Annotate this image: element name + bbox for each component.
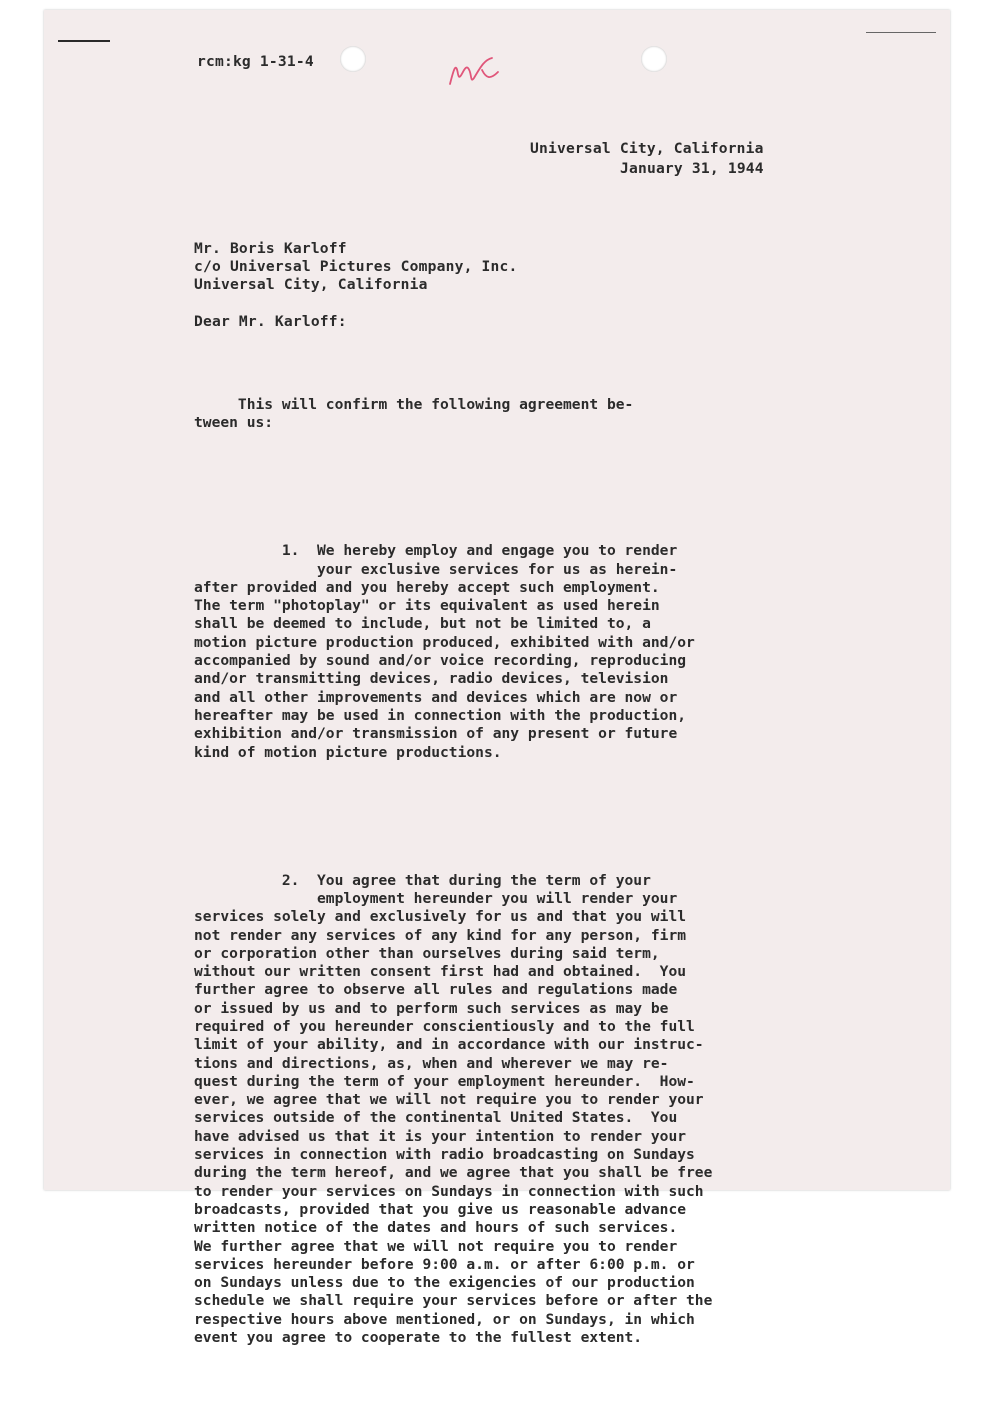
body-line: without our written consent first had and obtained. You [194,963,687,981]
reference-code: rcm:kg 1-31-4 [197,53,314,70]
body-line: respective hours above mentioned, or on Sundays, in which [194,1310,695,1328]
body-line: or issued by us and to perform such services as may be [194,999,669,1017]
body-line: to render your services on Sundays in connection with such [194,1182,704,1200]
body-line: services outside of the continental United States. You [194,1109,678,1127]
paragraph-2 [194,853,712,1384]
salutation: Dear Mr. Karloff: [194,313,347,330]
punch-hole [641,46,667,72]
address-line: Universal City, California [194,276,428,293]
body-line: kind of motion picture productions. [194,743,502,761]
body-line: This will confirm the following agreement be- [194,395,634,413]
body-line: 1. We hereby employ and engage you to render [194,542,678,560]
body-line: employment hereunder you will render your [194,889,678,907]
body-line: accompanied by sound and/or voice recording, reproducing [194,652,687,670]
body-line: further agree to observe all rules and regulations made [194,981,678,999]
body-line: shall be deemed to include, but not be limited to, a [194,615,651,633]
body-line: schedule we shall require your services before or after the [194,1292,713,1310]
body-line: or corporation other than ourselves during said term, [194,944,660,962]
body-line: services solely and exclusively for us and that you will [194,908,687,926]
body-line: limit of your ability, and in accordance with our instruc- [194,1036,704,1054]
body-line: written notice of the dates and hours of such services. [194,1219,678,1237]
body-line: event you agree to cooperate to the fullest extent. [194,1329,643,1347]
body-line: quest during the term of your employment hereunder. How- [194,1072,695,1090]
body-line: and/or transmitting devices, radio devices, television [194,670,669,688]
body-line: The term "photoplay" or its equivalent as used herein [194,597,660,615]
body-line: exhibition and/or transmission of any present or future [194,725,678,743]
address-line: c/o Universal Pictures Company, Inc. [194,258,518,275]
body-line: not render any services of any kind for any person, firm [194,926,687,944]
punch-hole [340,46,366,72]
body-line: ever, we agree that we will not require you to render your [194,1091,704,1109]
body-line: required of you hereunder conscientiously and to the full [194,1017,695,1035]
letter-page [44,10,950,1347]
letter-place: Universal City, California [530,140,764,157]
address-line: Mr. Boris Karloff [194,240,347,257]
body-line: services hereunder before 9:00 a.m. or after 6:00 p.m. or [194,1255,695,1273]
body-line: during the term hereof, and we agree that you shall be free [194,1164,713,1182]
body-line: tween us: [194,414,274,432]
paragraph-intro [194,378,712,469]
pencil-mark [58,40,110,42]
body-line: after provided and you hereby accept such employment. [194,578,660,596]
body-line: and all other improvements and devices which are now or [194,688,678,706]
letter-date: January 31, 1944 [620,160,764,177]
body-line: services in connection with radio broadcasting on Sundays [194,1146,695,1164]
body-line: tions and directions, as, when and wherever we may re- [194,1054,669,1072]
letter-body [194,341,712,1421]
paragraph-1 [194,524,712,798]
body-line: broadcasts, provided that you give us reasonable advance [194,1200,687,1218]
handwritten-initials [446,54,502,90]
body-line: on Sundays unless due to the exigencies of our production [194,1274,695,1292]
body-line: have advised us that it is your intention to render your [194,1127,687,1145]
body-line: hereafter may be used in connection with the production, [194,706,687,724]
body-line: We further agree that we will not require you to render [194,1237,678,1255]
body-line: motion picture production produced, exhibited with and/or [194,633,695,651]
pencil-mark [866,32,936,33]
body-line: your exclusive services for us as herein- [194,560,678,578]
body-line: 2. You agree that during the term of your [194,871,651,889]
